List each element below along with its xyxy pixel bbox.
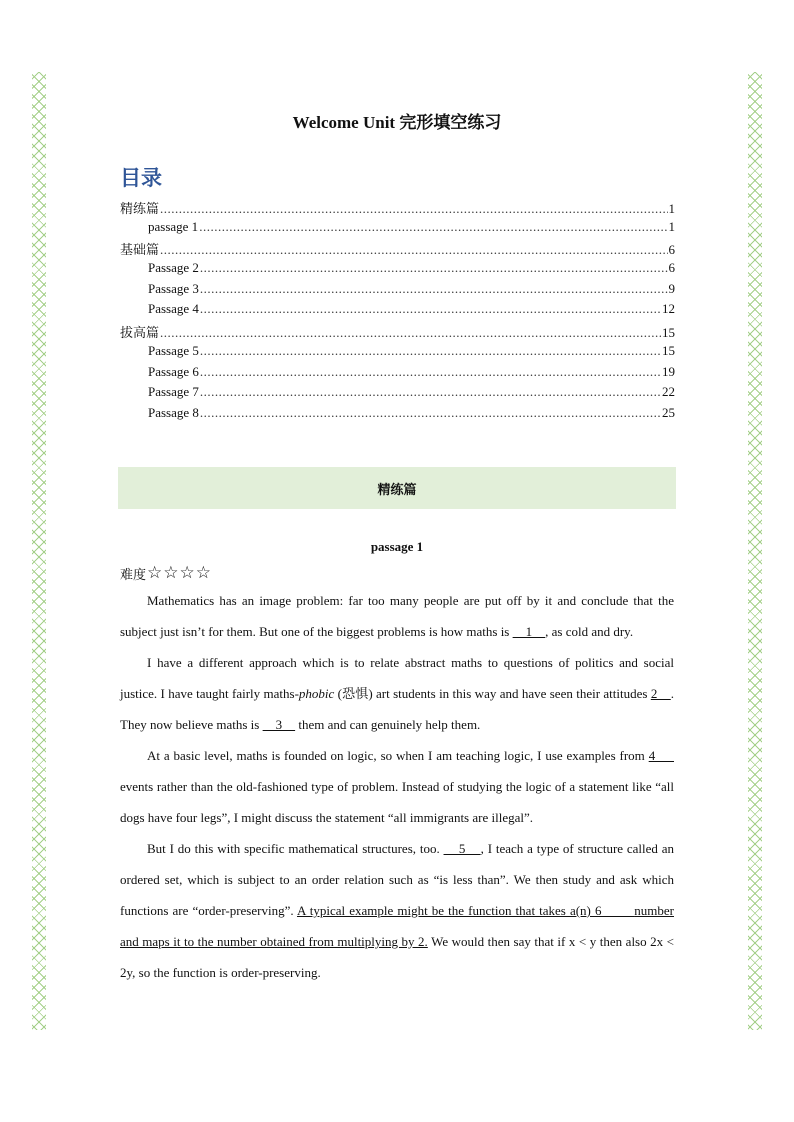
toc-leader-dots bbox=[199, 219, 667, 235]
document-title: Welcome Unit 完形填空练习 bbox=[292, 113, 502, 132]
paragraph-1: Mathematics has an image problem: far too many people are put off by it and conclude that the subject just isn’t for them. But one of the biggest problems is how maths is 1 , as cold and dry. bbox=[120, 593, 674, 639]
toc-entry-label: Passage 2 bbox=[148, 260, 199, 276]
toc-leader-dots bbox=[160, 325, 661, 341]
toc-entry-page: 22 bbox=[662, 384, 675, 400]
passage-body bbox=[120, 585, 674, 988]
blank-6[interactable]: 6 bbox=[594, 903, 635, 918]
toc-entry[interactable] bbox=[120, 260, 675, 281]
toc-entry[interactable] bbox=[120, 343, 675, 364]
toc-entry-label: Passage 4 bbox=[148, 301, 199, 317]
toc-entry[interactable] bbox=[120, 219, 675, 240]
toc-entry[interactable] bbox=[120, 301, 675, 322]
toc-entry[interactable] bbox=[120, 322, 675, 343]
toc-entry[interactable] bbox=[120, 281, 675, 302]
toc-entry-page: 15 bbox=[662, 325, 675, 341]
toc-entry[interactable] bbox=[120, 384, 675, 405]
toc-entry-label: Passage 6 bbox=[148, 363, 199, 379]
blank-3[interactable]: 3 bbox=[262, 717, 296, 732]
toc-heading: 目录 bbox=[120, 166, 162, 190]
difficulty-rating bbox=[120, 563, 212, 583]
toc-entry-page: 19 bbox=[662, 363, 675, 379]
blank-5[interactable]: 5 bbox=[443, 841, 481, 856]
toc-leader-dots bbox=[200, 260, 668, 276]
toc-entry-page: 6 bbox=[668, 242, 675, 258]
italic-word: phobic bbox=[298, 686, 335, 701]
toc-entry-page: 12 bbox=[662, 301, 675, 317]
toc-entry-page: 15 bbox=[662, 342, 675, 358]
blank-2[interactable]: 2 bbox=[650, 686, 671, 701]
toc-leader-dots bbox=[200, 281, 668, 297]
toc-entry[interactable] bbox=[120, 198, 675, 219]
toc-entry-page: 1 bbox=[668, 201, 675, 216]
toc-entry[interactable] bbox=[120, 364, 675, 385]
toc-entry-label: 精练篇 bbox=[120, 201, 160, 216]
difficulty-label: 难度 bbox=[120, 566, 147, 582]
section-banner bbox=[118, 467, 676, 509]
paragraph-4: But I do this with specific mathematical structures, too. 5 , I teach a type of structure called an ordered set, which is subject to an order relation such as “is less than”. We then study and ask which functions are “order-preserving”. A typical example might be the function that takes a(n) 6 number and maps it to the number obtained from multiplying by 2. We would then say that if x < y then also 2x < 2y, so the function is order-preserving. bbox=[120, 841, 675, 980]
toc-leader-dots bbox=[200, 364, 661, 380]
toc-entry-page: 25 bbox=[662, 404, 675, 420]
toc-leader-dots bbox=[160, 201, 667, 217]
paragraph-3: At a basic level, maths is founded on logic, so when I am teaching logic, I use examples from 4 events rather than the old-fashioned type of problem. Instead of studying the logic of a statement like “all dogs have four legs”, I might discuss the statement “all immigrants are illegal”. bbox=[120, 748, 674, 825]
toc-entry-page: 6 bbox=[668, 260, 675, 276]
toc-entry-label: Passage 3 bbox=[148, 280, 199, 296]
toc-entry-label: passage 1 bbox=[148, 218, 199, 234]
toc-leader-dots bbox=[160, 242, 667, 258]
toc-entry-label: Passage 5 bbox=[148, 342, 199, 358]
toc-entry-page: 9 bbox=[668, 280, 675, 296]
toc-entry-page: 1 bbox=[668, 218, 675, 234]
blank-4[interactable]: 4 bbox=[648, 748, 674, 763]
blank-1[interactable]: 1 bbox=[512, 624, 546, 639]
toc-entry[interactable] bbox=[120, 405, 675, 426]
toc-entry-label: Passage 7 bbox=[148, 384, 199, 400]
section-banner-label: 精练篇 bbox=[377, 482, 417, 498]
underlined-sentence: A typical example might be the function that takes a(n) 6 number and maps it to the number obtained from multiplying by 2. bbox=[120, 903, 674, 949]
toc-entry[interactable] bbox=[120, 239, 675, 260]
toc-leader-dots bbox=[200, 384, 661, 400]
toc-leader-dots bbox=[200, 301, 661, 317]
toc-entry-label: 基础篇 bbox=[120, 242, 160, 258]
toc-entry-label: Passage 8 bbox=[148, 404, 199, 420]
star-icon: ☆☆☆☆ bbox=[147, 563, 212, 583]
toc-leader-dots bbox=[200, 405, 661, 421]
passage-title: passage 1 bbox=[370, 539, 424, 554]
toc-entry-label: 拔高篇 bbox=[120, 325, 160, 341]
table-of-contents bbox=[120, 198, 675, 426]
paragraph-2: I have a different approach which is to relate abstract maths to questions of politics and social justice. I have taught fairly maths-phobic (恐惧) art students in this way and have seen their attitudes 2 . They now believe maths is 3 them and can genuinely help them. bbox=[120, 655, 675, 732]
toc-leader-dots bbox=[200, 343, 661, 359]
